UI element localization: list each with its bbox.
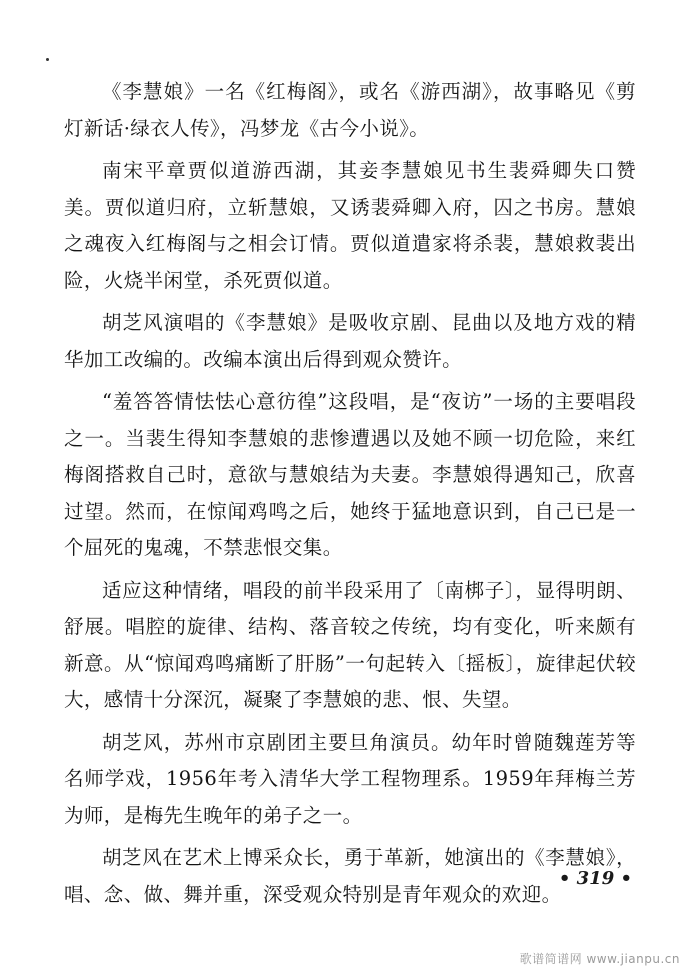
corner-dot bbox=[46, 58, 49, 61]
paragraph: 适应这种情绪，唱段的前半段采用了〔南梆子〕，显得明朗、舒展。唱腔的旋律、结构、落音较之传统，均有变化，听来颇有新意。从“惊闻鸡鸣痛断了肝肠”一句起转入〔摇板〕，旋律起伏较大，感情十分深沉，凝聚了李慧娘的悲、恨、失望。 bbox=[64, 578, 636, 711]
paragraph: 南宋平章贾似道游西湖，其妾李慧娘见书生裴舜卿失口赞美。贾似道归府，立斩慧娘，又诱裴舜卿入府，囚之书房。慧娘之魂夜入红梅阁与之相会订情。贾似道遣家将杀裴，慧娘救裴出险，火烧半闲堂，杀死贾似道。 bbox=[64, 159, 636, 292]
paragraph: 胡芝风演唱的《李慧娘》是吸收京剧、昆曲以及地方戏的精华加工改编的。改编本演出后得到观众赞许。 bbox=[64, 311, 636, 371]
body-text bbox=[64, 74, 636, 919]
paragraph: 《李慧娘》一名《红梅阁》，或名《游西湖》，故事略见《剪灯新话·绿衣人传》，冯梦龙《古今小说》。 bbox=[64, 80, 636, 140]
paragraph: 胡芝风，苏州市京剧团主要旦角演员。幼年时曾随魏莲芳等名师学戏，1956年考入清华大学工程物理系。1959年拜梅兰芳为师，是梅先生晚年的弟子之一。 bbox=[64, 730, 636, 827]
page-number: • 319 • bbox=[558, 868, 632, 889]
paragraph: 胡芝风在艺术上博采众长，勇于革新，她演出的《李慧娘》，唱、念、做、舞并重，深受观众特别是青年观众的欢迎。 bbox=[64, 846, 636, 906]
site-watermark: 歌谱简谱网 www.jianpu.cn bbox=[519, 952, 680, 966]
paragraph: “羞答答情怯怯心意彷徨”这段唱，是“夜访”一场的主要唱段之一。当裴生得知李慧娘的悲惨遭遇以及她不顾一切危险，来红梅阁搭救自己时，意欲与慧娘结为夫妻。李慧娘得遇知己，欣喜过望。然而，在惊闻鸡鸣之后，她终于猛地意识到，自己已是一个屈死的鬼魂，不禁悲恨交集。 bbox=[64, 390, 636, 559]
